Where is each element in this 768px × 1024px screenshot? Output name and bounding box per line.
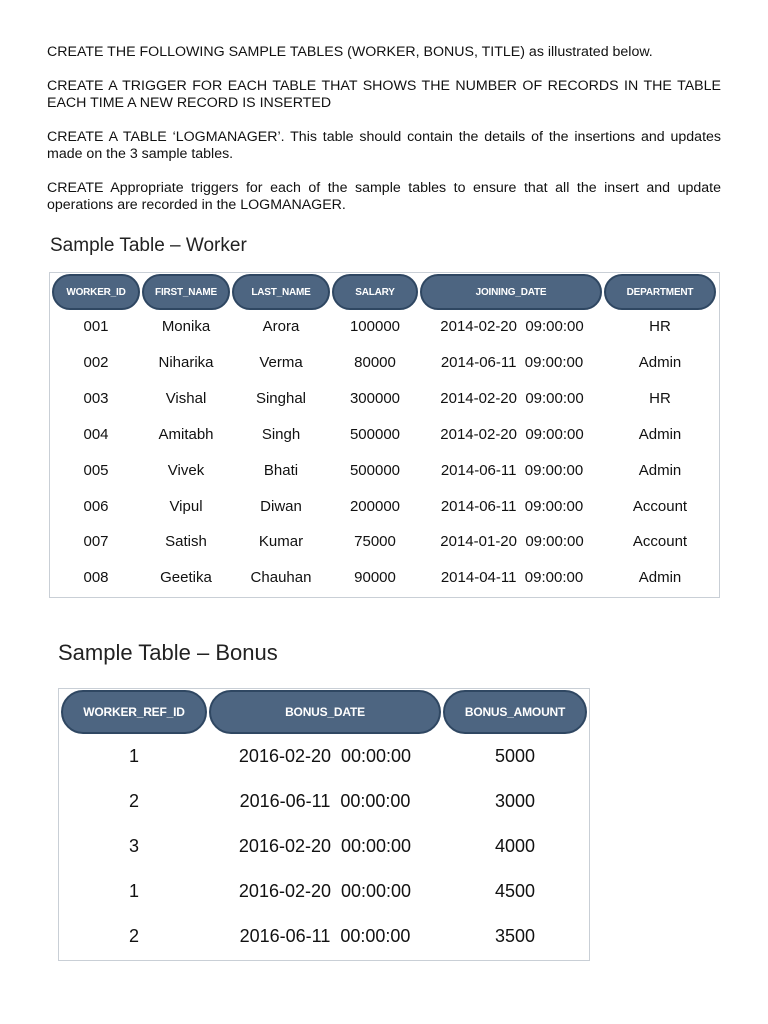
bonus-table-cell: 5000 — [494, 746, 536, 766]
bonus-table-cell: 3 — [128, 836, 139, 856]
worker-table-cell: Amitabh — [158, 425, 214, 443]
bonus-table-cell: 2016-02-20 00:00:00 — [238, 881, 412, 901]
column-header-bonus-amount: BONUS_AMOUNT — [443, 690, 587, 734]
worker-table-cell: Account — [632, 497, 688, 515]
worker-table-cell: 2014-06-11 09:00:00 — [440, 353, 584, 371]
column-header-bonus-date: BONUS_DATE — [209, 690, 441, 734]
worker-table-cell: HR — [649, 389, 671, 407]
worker-table-cell: 006 — [83, 497, 109, 515]
worker-table-cell: 2014-04-11 09:00:00 — [440, 569, 584, 587]
worker-table-cell: 005 — [83, 461, 109, 479]
worker-table-cell: Diwan — [260, 497, 302, 515]
worker-table-cell: 2014-02-20 09:00:00 — [440, 318, 584, 335]
bonus-table-cell: 2 — [128, 926, 139, 946]
bonus-table — [58, 688, 590, 961]
column-header-department: DEPARTMENT — [604, 274, 716, 310]
worker-table-cell: Vipul — [169, 497, 203, 515]
column-header-last-name: LAST_NAME — [232, 274, 330, 310]
worker-table-cell: Verma — [259, 353, 303, 371]
worker-table-cell: 500000 — [349, 461, 401, 479]
worker-table-cell: Singh — [261, 425, 301, 443]
worker-table-title: Sample Table – Worker — [50, 235, 247, 256]
worker-table-cell: Admin — [638, 461, 682, 479]
worker-table-cell: Kumar — [258, 533, 304, 551]
bonus-table-cell: 1 — [128, 881, 139, 901]
bonus-table-cell: 2 — [128, 791, 139, 811]
worker-table-cell: 2014-01-20 09:00:00 — [440, 533, 584, 551]
bonus-table-cell: 2016-06-11 00:00:00 — [239, 926, 411, 946]
instruction-1: CREATE THE FOLLOWING SAMPLE TABLES (WORKER, BONUS, TITLE) as illustrated below. — [47, 44, 653, 60]
worker-table-cell: 200000 — [349, 497, 401, 515]
worker-table-cell: Arora — [262, 318, 300, 335]
instruction-3: CREATE A TABLE ‘LOGMANAGER’. This table should contain the details of the insertions and updates made on the 3 sample tables. — [47, 129, 721, 162]
column-header-joining-date: JOINING_DATE — [420, 274, 602, 310]
worker-table-cell: 2014-02-20 09:00:00 — [440, 389, 584, 407]
worker-table-cell: HR — [649, 318, 671, 335]
worker-table-cell: 008 — [83, 569, 109, 587]
worker-table-cell: 300000 — [349, 389, 401, 407]
worker-table-cell: Bhati — [263, 461, 299, 479]
bonus-table-cell: 4000 — [494, 836, 536, 856]
worker-table-cell: 002 — [83, 353, 109, 371]
worker-table-cell: Geetika — [160, 569, 212, 587]
worker-table-cell: 100000 — [349, 318, 401, 335]
worker-table-cell: Account — [632, 533, 688, 551]
worker-table-cell: 500000 — [349, 425, 401, 443]
bonus-table-cell: 3500 — [494, 926, 536, 946]
worker-table-cell: 90000 — [354, 569, 396, 587]
bonus-table-cell: 1 — [128, 746, 139, 766]
worker-table-cell: Vivek — [167, 461, 205, 479]
bonus-table-cell: 2016-02-20 00:00:00 — [238, 836, 412, 856]
worker-table-cell: 2014-06-11 09:00:00 — [440, 461, 584, 479]
column-header-first-name: FIRST_NAME — [142, 274, 230, 310]
worker-table-cell: Chauhan — [250, 569, 312, 587]
column-header-worker-ref-id: WORKER_REF_ID — [61, 690, 207, 734]
worker-table-cell: Vishal — [165, 389, 207, 407]
worker-table-cell: Monika — [161, 318, 211, 335]
worker-table-cell: 2014-06-11 09:00:00 — [440, 497, 584, 515]
worker-table-cell: 007 — [83, 533, 109, 551]
worker-table-cell: Singhal — [255, 389, 307, 407]
bonus-table-cell: 2016-06-11 00:00:00 — [239, 791, 411, 811]
worker-table-cell: Admin — [638, 425, 682, 443]
instruction-2: CREATE A TRIGGER FOR EACH TABLE THAT SHOWS THE NUMBER OF RECORDS IN THE TABLE EACH TIME A NEW RECORD IS INSERTED — [47, 78, 721, 111]
column-header-salary: SALARY — [332, 274, 418, 310]
worker-table-cell: Niharika — [158, 353, 214, 371]
column-header-worker-id: WORKER_ID — [52, 274, 140, 310]
worker-table-cell: 2014-02-20 09:00:00 — [440, 425, 584, 443]
worker-table-cell: 80000 — [354, 353, 396, 371]
worker-table-cell: Admin — [638, 353, 682, 371]
bonus-table-cell: 3000 — [494, 791, 536, 811]
bonus-table-cell: 4500 — [494, 881, 536, 901]
instruction-4: CREATE Appropriate triggers for each of the sample tables to ensure that all the insert and update operations are recorded in the LOGMANAGER. — [47, 180, 721, 213]
worker-table-cell: 75000 — [354, 533, 396, 551]
worker-table-cell: 001 — [83, 318, 109, 335]
worker-table-cell: Admin — [638, 569, 682, 587]
worker-table — [49, 272, 720, 598]
bonus-table-cell: 2016-02-20 00:00:00 — [238, 746, 412, 766]
bonus-table-title: Sample Table – Bonus — [58, 640, 278, 665]
worker-table-cell: Satish — [165, 533, 207, 551]
worker-table-cell: 003 — [83, 389, 109, 407]
worker-table-cell: 004 — [83, 425, 109, 443]
